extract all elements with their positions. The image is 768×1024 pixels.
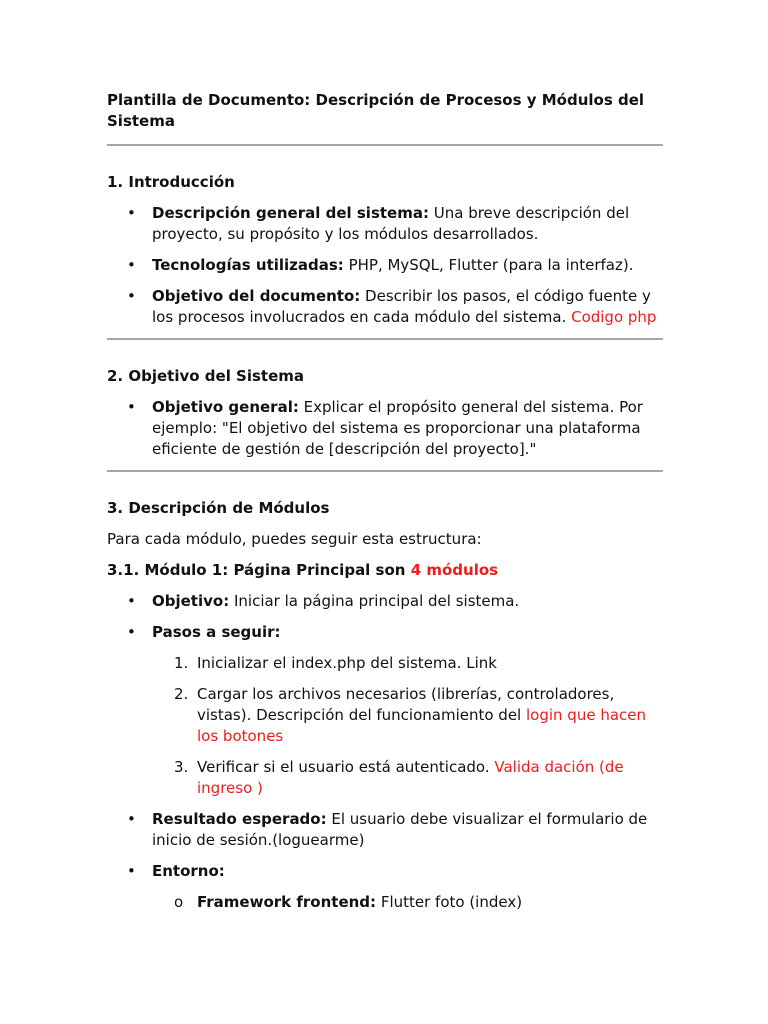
red-note: login que hacen los botones	[197, 706, 647, 745]
list-item	[107, 286, 663, 328]
divider	[107, 338, 663, 340]
circle-bullet-icon: o	[174, 893, 184, 911]
list-item	[107, 397, 663, 460]
list-item	[107, 591, 663, 612]
list-item	[107, 622, 663, 643]
bullet-icon: •	[127, 623, 136, 641]
item-label: Descripción general del sistema:	[152, 204, 429, 222]
document-title: Plantilla de Documento: Descripción de Procesos y Módulos del Sistema	[107, 91, 645, 130]
section-heading: 2. Objetivo del Sistema	[107, 367, 305, 385]
red-note: Codigo php	[571, 308, 657, 326]
item-text: Iniciar la página principal del sistema.	[229, 592, 520, 610]
numbered-item	[107, 757, 663, 799]
bullet-list	[107, 591, 663, 643]
list-item	[107, 203, 663, 245]
bullet-icon: •	[127, 592, 136, 610]
item-label: Objetivo general:	[152, 398, 299, 416]
item-label: Resultado esperado:	[152, 810, 327, 828]
section-heading: 3. Descripción de Módulos	[107, 499, 330, 517]
item-text: Describir los pasos, el código fuente y los procesos involucrados en cada módulo del sistema.	[152, 287, 651, 326]
step-text: Verificar si el usuario está autenticado.	[197, 758, 495, 776]
document-page	[107, 90, 663, 913]
step-number: 1.	[174, 654, 189, 672]
list-item	[107, 861, 663, 882]
item-text: El usuario debe visualizar el formulario de inicio de sesión.(loguearme)	[152, 810, 648, 849]
sub-list	[107, 892, 663, 913]
subsection-heading-text: 3.1. Módulo 1: Página Principal son	[107, 561, 411, 579]
step-text: Inicializar el index.php del sistema. Link	[197, 654, 497, 672]
bullet-icon: •	[127, 862, 136, 880]
item-text: Explicar el propósito general del sistema. Por ejemplo: "El objetivo del sistema es proporcionar una plataforma eficiente de gestión de [descripción del proyecto]."	[152, 398, 643, 458]
section-intro: Para cada módulo, puedes seguir esta estructura:	[107, 530, 482, 548]
section-heading: 1. Introducción	[107, 173, 235, 191]
bullet-list	[107, 809, 663, 882]
item-label: Pasos a seguir:	[152, 623, 281, 641]
bullet-list	[107, 397, 663, 460]
red-note: Valida dación (de ingreso )	[197, 758, 624, 797]
section-objetivo-sistema	[107, 366, 663, 472]
bullet-list	[107, 203, 663, 328]
step-number: 2.	[174, 685, 189, 703]
item-label: Tecnologías utilizadas:	[152, 256, 344, 274]
numbered-item	[107, 653, 663, 674]
sub-list-item	[107, 892, 663, 913]
list-item	[107, 255, 663, 276]
subsection-heading	[107, 560, 663, 581]
item-label: Objetivo del documento:	[152, 287, 361, 305]
item-label: Objetivo:	[152, 592, 230, 610]
subsection-heading-red: 4 módulos	[410, 561, 499, 579]
bullet-icon: •	[127, 398, 136, 416]
bullet-icon: •	[127, 287, 136, 305]
bullet-icon: •	[127, 810, 136, 828]
item-label: Entorno:	[152, 862, 225, 880]
bullet-icon: •	[127, 204, 136, 222]
numbered-list	[107, 653, 663, 799]
item-text: PHP, MySQL, Flutter (para la interfaz).	[343, 256, 634, 274]
section-introduccion	[107, 172, 663, 340]
bullet-icon: •	[127, 256, 136, 274]
divider	[107, 144, 663, 146]
item-text: Flutter foto (index)	[376, 893, 523, 911]
step-text: Cargar los archivos necesarios (librerías, controladores, vistas). Descripción del funcionamiento del	[197, 685, 615, 724]
item-label: Framework frontend:	[197, 893, 377, 911]
item-text: Una breve descripción del proyecto, su propósito y los módulos desarrollados.	[152, 204, 630, 243]
numbered-item	[107, 684, 663, 747]
list-item	[107, 809, 663, 851]
divider	[107, 470, 663, 472]
section-descripcion-modulos	[107, 498, 663, 913]
step-number: 3.	[174, 758, 189, 776]
